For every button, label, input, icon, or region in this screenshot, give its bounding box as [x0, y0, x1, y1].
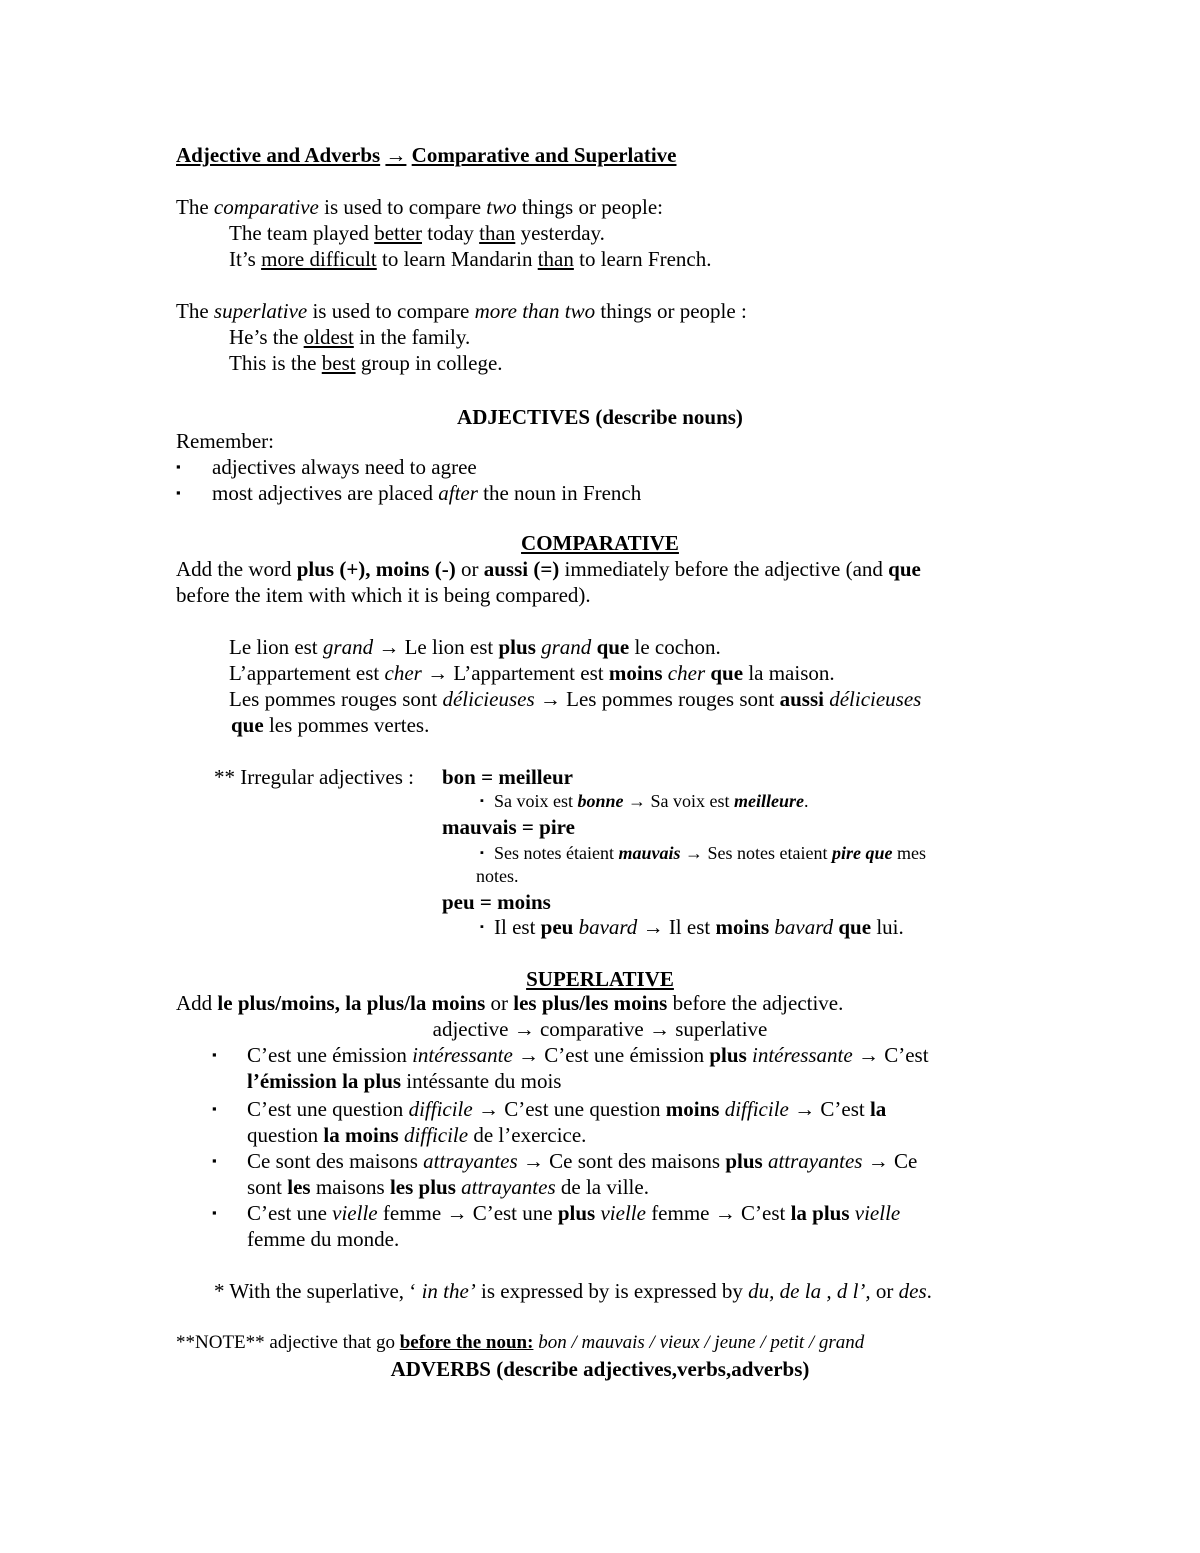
text: The team played	[229, 221, 375, 245]
remember-bullet-1: adjectives always need to agree	[212, 455, 477, 479]
text: .	[926, 1279, 932, 1303]
text: more than two	[474, 299, 596, 323]
title-left: Adjective and Adverbs	[176, 143, 381, 167]
text: délicieuses	[829, 687, 922, 711]
superlative-example-2	[229, 350, 503, 376]
text: vielle	[600, 1201, 646, 1225]
bullet-icon: ▪	[212, 1205, 217, 1220]
text: Ce sont des maisons	[549, 1149, 726, 1173]
note-line	[176, 1330, 864, 1356]
text: de la ville.	[555, 1175, 649, 1199]
text: Les pommes rouges sont	[229, 687, 443, 711]
text: peu = moins	[442, 890, 551, 914]
text: COMPARATIVE	[521, 531, 679, 555]
bullet-icon: ▪	[480, 847, 484, 859]
comparative-rule-line-1	[176, 556, 921, 582]
text: Add	[176, 991, 218, 1015]
text: les	[287, 1175, 311, 1199]
text: aussi (=)	[483, 557, 560, 581]
arrow-icon: →	[518, 1043, 540, 1067]
comparative-example-2	[229, 246, 712, 272]
text: comparative	[539, 1017, 649, 1041]
superlative-bullet-4	[247, 1200, 900, 1226]
text: femme	[377, 1201, 447, 1225]
arrow-icon: →	[378, 635, 400, 659]
superlative-bullet-2	[247, 1096, 886, 1122]
text: .	[804, 791, 809, 811]
bullet-icon: ▪	[176, 485, 181, 500]
text: difficile	[403, 1123, 469, 1147]
arrow-icon: →	[628, 791, 647, 811]
text: des	[898, 1279, 927, 1303]
text: yesterday.	[515, 221, 605, 245]
text: attrayantes	[461, 1175, 556, 1199]
text: Il est	[494, 915, 541, 939]
arrow-icon: →	[446, 1201, 468, 1225]
text: sont	[247, 1175, 288, 1199]
superlative-note	[214, 1278, 932, 1304]
text: or	[485, 991, 514, 1015]
arrow-icon: →	[648, 1017, 670, 1041]
text: difficile	[408, 1097, 473, 1121]
text: to learn French.	[573, 247, 712, 271]
text: SUPERLATIVE	[526, 967, 674, 991]
irregular-peu-example	[494, 914, 904, 940]
text: moins	[665, 1097, 720, 1121]
text: before the noun:	[399, 1332, 534, 1353]
irregular-mauvais-example-cont: notes.	[476, 866, 519, 886]
superlative-bullet-3	[247, 1148, 917, 1174]
text: délicieuses	[442, 687, 535, 711]
text: intéressante	[412, 1043, 513, 1067]
text: ADVERBS (describe adjectives,verbs,adverbs)	[390, 1357, 810, 1381]
text: ADJECTIVES (describe nouns)	[457, 405, 743, 429]
adjectives-heading	[0, 404, 1200, 430]
text: He’s the	[229, 325, 304, 349]
arrow-icon: →	[685, 843, 703, 863]
text: oldest	[303, 325, 354, 349]
bullet-icon: ▪	[480, 921, 484, 933]
text: Ses notes étaient	[494, 843, 619, 863]
superlative-flow	[0, 1016, 1200, 1042]
text: Ses notes etaient	[707, 843, 832, 863]
text: aussi	[779, 687, 824, 711]
text: C’est	[820, 1097, 870, 1121]
text: Le lion est	[404, 635, 499, 659]
text: que	[710, 661, 744, 685]
text: immediately before the adjective (and	[559, 557, 889, 581]
text: plus	[557, 1201, 596, 1225]
text: superlative	[675, 1017, 768, 1041]
text: Les pommes rouges sont	[566, 687, 780, 711]
superlative-bullet-2-cont	[247, 1122, 586, 1148]
arrow-icon: →	[513, 1017, 535, 1041]
text: plus	[725, 1149, 763, 1173]
bullet-icon: ▪	[212, 1153, 217, 1168]
text: que	[231, 713, 264, 737]
text: The	[176, 195, 214, 219]
text: que	[838, 915, 872, 939]
text: is expressed by is expressed by	[475, 1279, 749, 1303]
text: moins	[608, 661, 663, 685]
text: plus	[498, 635, 536, 659]
comparative-definition	[176, 194, 663, 220]
text: du, de la , d l’,	[748, 1279, 871, 1303]
comparative-heading	[0, 530, 1200, 556]
text: cher	[384, 661, 422, 685]
text: la	[869, 1097, 887, 1121]
text: la moins	[323, 1123, 399, 1147]
text: C’est	[884, 1043, 929, 1067]
text: C’est une émission	[247, 1043, 413, 1067]
text: que	[596, 635, 630, 659]
document-title	[176, 142, 677, 168]
text: than	[537, 247, 574, 271]
text: The	[176, 299, 214, 323]
text: in the family.	[353, 325, 471, 349]
text: plus	[709, 1043, 747, 1067]
text: adjective	[432, 1017, 514, 1041]
text: C’est une	[472, 1201, 558, 1225]
text: to learn Mandarin	[376, 247, 538, 271]
text: moins	[715, 915, 770, 939]
bullet-icon: ▪	[480, 795, 484, 807]
text: today	[422, 221, 480, 245]
superlative-bullet-4-cont: femme du monde.	[247, 1227, 400, 1251]
irregular-adjectives-label	[214, 764, 414, 790]
comparative-example-pommes	[229, 686, 921, 712]
text: intéressante	[752, 1043, 853, 1067]
text: than	[479, 221, 516, 245]
text: * With the superlative, ‘	[214, 1279, 417, 1303]
text: l’émission	[247, 1069, 343, 1093]
superlative-bullet-3-cont	[247, 1174, 649, 1200]
text: bonne	[577, 791, 624, 811]
arrow-icon: →	[522, 1149, 544, 1173]
text: vielle	[332, 1201, 378, 1225]
text: C’est une question	[247, 1097, 409, 1121]
remember-bullet-2	[212, 480, 641, 506]
text: better	[374, 221, 422, 245]
text: mes	[892, 843, 926, 863]
superlative-example-1	[229, 324, 470, 350]
bullet-icon: ▪	[212, 1101, 217, 1116]
text: or	[870, 1279, 899, 1303]
text: L’appartement est	[229, 661, 385, 685]
text: most adjectives are placed	[212, 481, 439, 505]
arrow-icon: →	[794, 1097, 816, 1121]
comparative-example-1	[229, 220, 605, 246]
irregular-mauvais-example	[494, 841, 926, 865]
remember-label: Remember:	[176, 429, 274, 453]
text: best	[321, 351, 356, 375]
text: C’est	[741, 1201, 791, 1225]
text: peu	[540, 915, 574, 939]
text: femme	[645, 1201, 715, 1225]
text: les plus	[389, 1175, 456, 1199]
text: superlative	[213, 299, 308, 323]
text: question	[247, 1123, 324, 1147]
text: intéssante du mois	[401, 1069, 562, 1093]
text: C’est une émission	[544, 1043, 710, 1067]
text: This is the	[229, 351, 322, 375]
text: Add the word	[176, 557, 297, 581]
arrow-icon: →	[539, 687, 561, 711]
superlative-heading	[0, 966, 1200, 992]
text: Il est	[668, 915, 716, 939]
text: mauvais	[618, 843, 681, 863]
text: les plus/les moins	[513, 991, 668, 1015]
text: plus (+), moins (-)	[296, 557, 456, 581]
adverbs-heading	[0, 1356, 1200, 1382]
arrow-icon: →	[477, 1097, 499, 1121]
text: attrayantes	[767, 1149, 863, 1173]
irregular-peu	[442, 889, 551, 915]
arrow-icon: →	[385, 143, 407, 167]
text: two	[486, 195, 517, 219]
text: or	[455, 557, 484, 581]
text: grand	[322, 635, 374, 659]
superlative-rule	[176, 990, 843, 1016]
text: C’est une question	[504, 1097, 666, 1121]
arrow-icon: →	[714, 1201, 736, 1225]
text: bon / mauvais / vieux / jeune / petit / grand	[533, 1332, 865, 1353]
text: pire que	[831, 843, 893, 863]
text: is used to compare	[307, 299, 475, 323]
irregular-bon-example	[494, 789, 809, 813]
comparative-example-lion	[229, 634, 721, 660]
text: Ce sont des maisons	[247, 1149, 424, 1173]
arrow-icon: →	[857, 1043, 879, 1067]
arrow-icon: →	[427, 661, 449, 685]
title-right: Comparative and Superlative	[411, 143, 677, 167]
text: Le lion est	[229, 635, 323, 659]
text: L’appartement est	[453, 661, 609, 685]
text: cher	[667, 661, 706, 685]
text: grand	[541, 635, 592, 659]
bullet-icon: ▪	[212, 1047, 217, 1062]
arrow-icon: →	[867, 1149, 889, 1173]
comparative-rule-line-2: before the item with which it is being compared).	[176, 583, 591, 607]
superlative-bullet-1-cont	[247, 1068, 561, 1094]
text: le cochon.	[629, 635, 721, 659]
text: la maison.	[743, 661, 835, 685]
text: It’s	[229, 247, 262, 271]
text: things or people:	[516, 195, 664, 219]
text: mauvais = pire	[442, 815, 575, 839]
comparative-example-appartement	[229, 660, 835, 686]
text: Sa voix est	[650, 791, 735, 811]
text: bon = meilleur	[442, 765, 573, 789]
text: Sa voix est	[494, 791, 578, 811]
text: ** Irregular adjectives :	[214, 765, 414, 789]
superlative-bullet-1	[247, 1042, 929, 1068]
text: group in college.	[355, 351, 503, 375]
text: lui.	[871, 915, 904, 939]
text: la plus	[790, 1201, 850, 1225]
text: meilleure	[734, 791, 805, 811]
superlative-definition	[176, 298, 747, 324]
text: vielle	[854, 1201, 901, 1225]
text: things or people :	[595, 299, 747, 323]
text: the noun in French	[477, 481, 642, 505]
text: after	[438, 481, 478, 505]
text: bavard	[578, 915, 638, 939]
text: de l’exercice.	[468, 1123, 587, 1147]
text: attrayantes	[423, 1149, 518, 1173]
text: in the’	[416, 1279, 476, 1303]
text: more difficult	[261, 247, 377, 271]
text: les pommes vertes.	[263, 713, 430, 737]
text: before the adjective.	[667, 991, 844, 1015]
arrow-icon: →	[642, 915, 664, 939]
irregular-bon	[442, 764, 573, 790]
text: la plus	[342, 1069, 402, 1093]
text: maisons	[310, 1175, 390, 1199]
bullet-icon: ▪	[176, 459, 181, 474]
text: **NOTE** adjective that go	[176, 1332, 400, 1353]
text: is used to compare	[318, 195, 487, 219]
text: bavard	[774, 915, 834, 939]
text: le plus/moins, la plus/la moins	[217, 991, 486, 1015]
comparative-example-pommes-cont	[231, 712, 429, 738]
irregular-mauvais	[442, 814, 575, 840]
text: que	[888, 557, 921, 581]
text: difficile	[724, 1097, 789, 1121]
text: Ce	[893, 1149, 918, 1173]
text: comparative	[213, 195, 319, 219]
text: C’est une	[247, 1201, 333, 1225]
